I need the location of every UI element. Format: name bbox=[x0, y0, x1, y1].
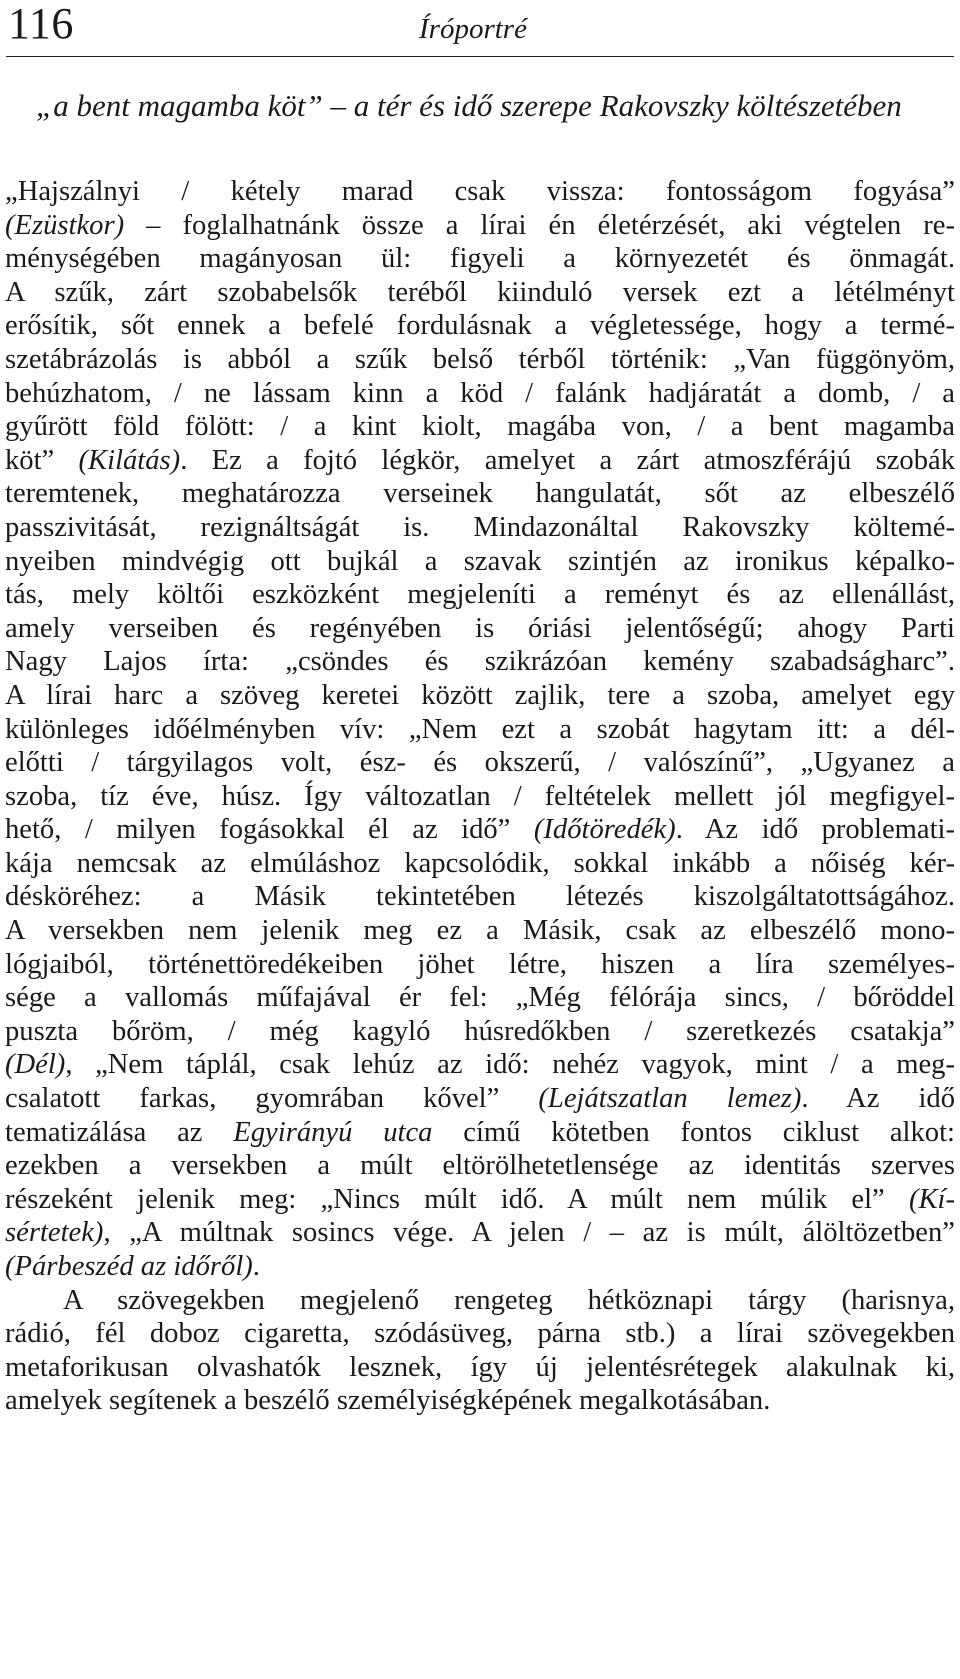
text-line bbox=[5, 175, 955, 209]
italic-citation: (Időtöredék) bbox=[533, 814, 676, 846]
text-line bbox=[5, 477, 955, 511]
text-segment: köt” bbox=[5, 444, 79, 476]
italic-citation: (Kí- bbox=[908, 1183, 955, 1215]
page-header bbox=[6, 0, 954, 57]
italic-citation: (Lejátszatlan lemez) bbox=[538, 1083, 802, 1115]
text-segment: gyűrött föld fölött: / a kint kiolt, magába von, / a bent magamba bbox=[5, 411, 955, 443]
text-line bbox=[5, 1317, 955, 1351]
text-segment: tás, mely költői eszközként megjeleníti a reményt és az ellenállást, bbox=[5, 579, 955, 611]
text-segment: puszta bőröm, / még kagyló húsredőkben / szeretkezés csatakja” bbox=[5, 1015, 955, 1047]
text-line bbox=[5, 578, 955, 612]
text-segment: „Hajszálnyi / kétely marad csak vissza: fontosságom fogyása” bbox=[5, 176, 955, 207]
text-segment: – foglalhatnánk össze a lírai én életérzését, aki végtelen re- bbox=[124, 209, 955, 241]
text-line bbox=[5, 242, 955, 276]
text-line bbox=[5, 1048, 955, 1082]
text-segment: előtti / tárgyilagos volt, ész- és okszerű, / valószínű”, „Ugyanez a bbox=[5, 747, 955, 779]
text-segment: , „Nem táplál, csak lehúz az idő: nehéz vagyok, mint / a meg- bbox=[65, 1049, 955, 1081]
text-line bbox=[5, 1250, 955, 1284]
paragraph bbox=[5, 1284, 955, 1418]
text-line bbox=[5, 1284, 955, 1318]
text-line bbox=[5, 1183, 955, 1217]
text-line bbox=[5, 511, 955, 545]
text-segment: nyeiben mindvégig ott bujkál a szavak szintjén az ironikus képalko- bbox=[5, 545, 955, 577]
text-segment: ezekben a versekben a múlt eltörölhetetlensége az identitás szerves bbox=[5, 1150, 955, 1182]
page-number: 116 bbox=[8, 0, 74, 48]
text-segment: teremtenek, meghatározza verseinek hangulatát, sőt az elbeszélő bbox=[5, 478, 955, 510]
text-segment: passzivitását, rezignáltságát is. Mindazonáltal Rakovszky költemé- bbox=[5, 511, 955, 543]
text-segment: metaforikusan olvashatók lesznek, így új jelentésrétegek alakulnak ki, bbox=[5, 1351, 955, 1383]
text-line bbox=[5, 276, 955, 310]
text-segment: tematizálása az bbox=[5, 1116, 234, 1148]
text-line bbox=[5, 1116, 955, 1150]
text-segment: csalatott farkas, gyomrában kővel” bbox=[5, 1083, 539, 1115]
text-line bbox=[5, 444, 955, 478]
text-line bbox=[5, 410, 955, 444]
text-line bbox=[5, 545, 955, 579]
italic-citation: (Ezüstkor) bbox=[5, 209, 125, 241]
text-line bbox=[5, 981, 955, 1015]
text-line bbox=[5, 880, 955, 914]
running-head: Íróportré bbox=[419, 13, 527, 45]
text-line bbox=[5, 746, 955, 780]
text-line bbox=[5, 612, 955, 646]
text-segment: désköréhez: a Másik tekintetében létezés kiszolgáltatottságához. bbox=[5, 881, 955, 913]
text-line bbox=[5, 343, 955, 377]
text-segment: amely verseiben és regényében is óriási jelentőségű; ahogy Parti bbox=[5, 612, 955, 644]
text-segment: kája nemcsak az elmúláshoz kapcsolódik, sokkal inkább a nőiség kér- bbox=[5, 847, 955, 879]
text-line bbox=[5, 713, 955, 747]
text-line bbox=[5, 1216, 955, 1250]
text-segment: Nagy Lajos írta: „csöndes és szikrázóan kemény szabadságharc”. bbox=[5, 646, 955, 678]
text-segment: A szűk, zárt szobabelsők teréből kiinduló versek ezt a létélményt bbox=[5, 276, 955, 308]
text-segment: részeként jelenik meg: „Nincs múlt idő. A múlt nem múlik el” bbox=[5, 1183, 909, 1215]
italic-citation: (Dél) bbox=[5, 1049, 66, 1081]
text-line bbox=[5, 309, 955, 343]
text-segment: amelyek segítenek a beszélő személyiségképének megalkotásában. bbox=[5, 1385, 771, 1417]
text-segment: lógjaiból, történettöredékeiben jöhet létre, hiszen a líra személyes- bbox=[5, 948, 955, 980]
text-segment: . Ez a fojtó légkör, amelyet a zárt atmoszférájú szobák bbox=[180, 444, 955, 476]
text-segment: , „A múltnak sosincs vége. A jelen / – az is múlt, álöltözetben” bbox=[103, 1217, 955, 1249]
text-line bbox=[5, 1384, 955, 1418]
text-segment: rádió, fél doboz cigaretta, szódásüveg, párna stb.) a lírai szövegekben bbox=[5, 1318, 955, 1350]
text-segment: szoba, tíz éve, húsz. Így változatlan / feltételek mellett jól megfigyel- bbox=[5, 780, 955, 812]
text-line bbox=[5, 1015, 955, 1049]
text-line bbox=[5, 1082, 955, 1116]
italic-citation: Egyirányú utca bbox=[233, 1116, 433, 1148]
text-segment: A szövegekben megjelenő rengeteg hétköznapi tárgy (harisnya, bbox=[63, 1284, 955, 1316]
section-title: „a bent magamba köt” – a tér és idő szerepe Rakovszky költészetében bbox=[36, 88, 902, 123]
text-line bbox=[5, 914, 955, 948]
text-segment: behúzhatom, / ne lássam kinn a köd / falánk hadjáratát a domb, / a bbox=[5, 377, 955, 409]
text-segment: . bbox=[252, 1251, 260, 1282]
text-line bbox=[5, 209, 955, 243]
text-segment: különleges időélményben vív: „Nem ezt a szobát hagytam itt: a dél- bbox=[5, 713, 955, 745]
text-line bbox=[5, 1351, 955, 1385]
text-segment: szetábrázolás is abból a szűk belső térből történik: „Van függönyöm, bbox=[5, 343, 955, 375]
italic-citation: (Kilátás) bbox=[78, 444, 181, 476]
italic-citation: sértetek) bbox=[5, 1217, 104, 1249]
text-segment: A versekben nem jelenik meg ez a Másik, csak az elbeszélő mono- bbox=[5, 915, 955, 947]
body-text bbox=[5, 175, 955, 1418]
text-line bbox=[5, 813, 955, 847]
text-line bbox=[5, 780, 955, 814]
text-line bbox=[5, 679, 955, 713]
text-line bbox=[5, 377, 955, 411]
paragraph bbox=[5, 175, 955, 1284]
text-line bbox=[5, 645, 955, 679]
text-segment: című kötetben fontos ciklust alkot: bbox=[432, 1116, 955, 1148]
text-segment: . Az idő bbox=[801, 1083, 955, 1115]
text-segment: sége a vallomás műfajával ér fel: „Még félórája sincs, / bőröddel bbox=[5, 982, 955, 1014]
text-segment: A lírai harc a szöveg keretei között zajlik, tere a szoba, amelyet egy bbox=[5, 679, 955, 711]
text-line bbox=[5, 948, 955, 982]
text-segment: ménységében magányosan ül: figyeli a környezetét és önmagát. bbox=[5, 243, 955, 275]
text-line bbox=[5, 1149, 955, 1183]
text-line bbox=[5, 847, 955, 881]
text-segment: hető, / milyen fogásokkal él az idő” bbox=[5, 814, 534, 846]
text-segment: erősítik, sőt ennek a befelé fordulásnak a végletessége, hogy a termé- bbox=[5, 310, 955, 342]
italic-citation: (Párbeszéd az időről) bbox=[5, 1251, 253, 1282]
text-segment: . Az idő problemati- bbox=[675, 814, 956, 846]
